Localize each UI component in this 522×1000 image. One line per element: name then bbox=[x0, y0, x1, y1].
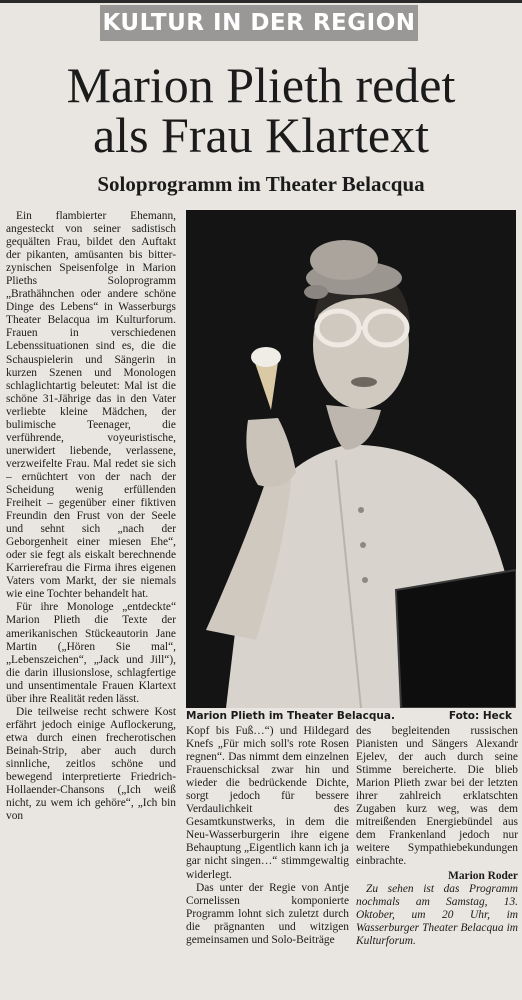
article-photo bbox=[186, 210, 516, 708]
article-paragraph: Ein flambierter Ehemann, angesteckt von seiner sadistisch gequälten Frau, bildet den Auftakt der pikanten, amüsanten bis bitter-zynischen Speisenfolge in Marion Plieths Soloprogramm „Brathähnchen oder andere schöne Dinge des Lebens“ in Wasserburgs Theater Belacqua im Kulturforum. Frauen in verschiedenen Lebenssituationen sind es, die die Schauspielerin und Sängerin in kurzen Szenen und Monologen schlaglichtartig beleutet: Mal ist die schöne 31-Jährige das in den Vater verliebte kleine Mädchen, der bulimische Teenager, die verführende, voyeuristische, unerwidert liebende, verlassene, verzweifelte Frau. Mal redet sie sich – ernüchtert von der nach der Scheidung wenig erfüllenden Freiheit – gegenüber einer fiktiven Freundin den Frust von der Seele und sehnt sich „nach der Geborgenheit einer miesen Ehe“, oder sie fegt als eiskalt berechnende Karrierefrau die Firma ihres eigenen Vaters vom Markt, der sie niemals wie eine Tochter behandelt hat. bbox=[6, 210, 176, 601]
headline-line-2: als Frau Klartext bbox=[92, 107, 429, 163]
photo-caption bbox=[186, 709, 516, 723]
article-paragraph: Für ihre Monologe „entdeckte“ Marion Plieth die Texte der amerikanischen Stückeautorin Jane Martin („Hören Sie mal“, „Lebenszeichen“, „Jack und Jill“), die darin illusionslose, schlagfertige und unsentimentale Frauen Klartext über ihre Realität reden lässt. bbox=[6, 601, 176, 705]
article-column-middle bbox=[186, 725, 349, 1000]
article-column-right bbox=[356, 725, 518, 1000]
caption-text: Marion Plieth im Theater Belacqua. bbox=[186, 710, 395, 722]
top-rule bbox=[0, 0, 522, 3]
subheadline: Soloprogramm im Theater Belacqua bbox=[97, 172, 425, 196]
author-byline: Marion Roder bbox=[448, 869, 518, 882]
performance-note: Zu sehen ist das Programm nochmals am Samstag, 13. Oktober, um 20 Uhr, im Wasserburger Theater Belacqua im Kulturforum. bbox=[356, 882, 518, 947]
article-column-left bbox=[6, 210, 176, 995]
section-title: KULTUR IN DER REGION bbox=[102, 10, 416, 36]
section-header bbox=[100, 5, 418, 41]
article-paragraph: des begleitenden russischen Pianisten und Sängers Alexandr Ejelev, der auch durch seine Stimme bereicherte. Die blieb Marion Plieth zwar bei der letzten ihrer zahlreich erklatschten Zugaben kurz weg, was dem mitreißenden Energiebündel aus dem Frankenland jedoch nur weitere Sympathiebekundungen einbrachte. bbox=[356, 725, 518, 868]
headline-line-1: Marion Plieth redet bbox=[66, 57, 456, 113]
headline bbox=[0, 57, 522, 163]
article-paragraph: Die teilweise recht schwere Kost erfährt jedoch einige Auflockerung, etwa durch einen frecherotischen Beinah-Strip, aber auch durch sinnliche, zeitlos schöne und bewegend interpretierte Friedrich-Hollaender-Chansons („Ich weiß nicht, zu wem ich gehöre“, „Ich bin von bbox=[6, 705, 176, 823]
performer-photo bbox=[186, 210, 516, 708]
photo-credit: Foto: Heck bbox=[448, 710, 512, 722]
article-paragraph: Kopf bis Fuß…“) und Hildegard Knefs „Für mich soll's rote Rosen regnen“. Das nimmt dem einzelnen Frauenschicksal zwar hin und wieder die bedrückende Dichte, sorgt jedoch für bessere Verdaulichkeit des Gesamtkunstwerks, in dem die Neu-Wasserburgerin ihre eigene Behauptung „Eigentlich kann ich ja gar nicht singen…“ stimmgewaltig widerlegt. bbox=[186, 725, 349, 881]
article-paragraph: Das unter der Regie von Antje Cornelissen komponierte Programm lohnt sich zuletzt durch die prägnanten und witzigen gemeinsamen und Solo-Beiträge bbox=[186, 881, 349, 946]
